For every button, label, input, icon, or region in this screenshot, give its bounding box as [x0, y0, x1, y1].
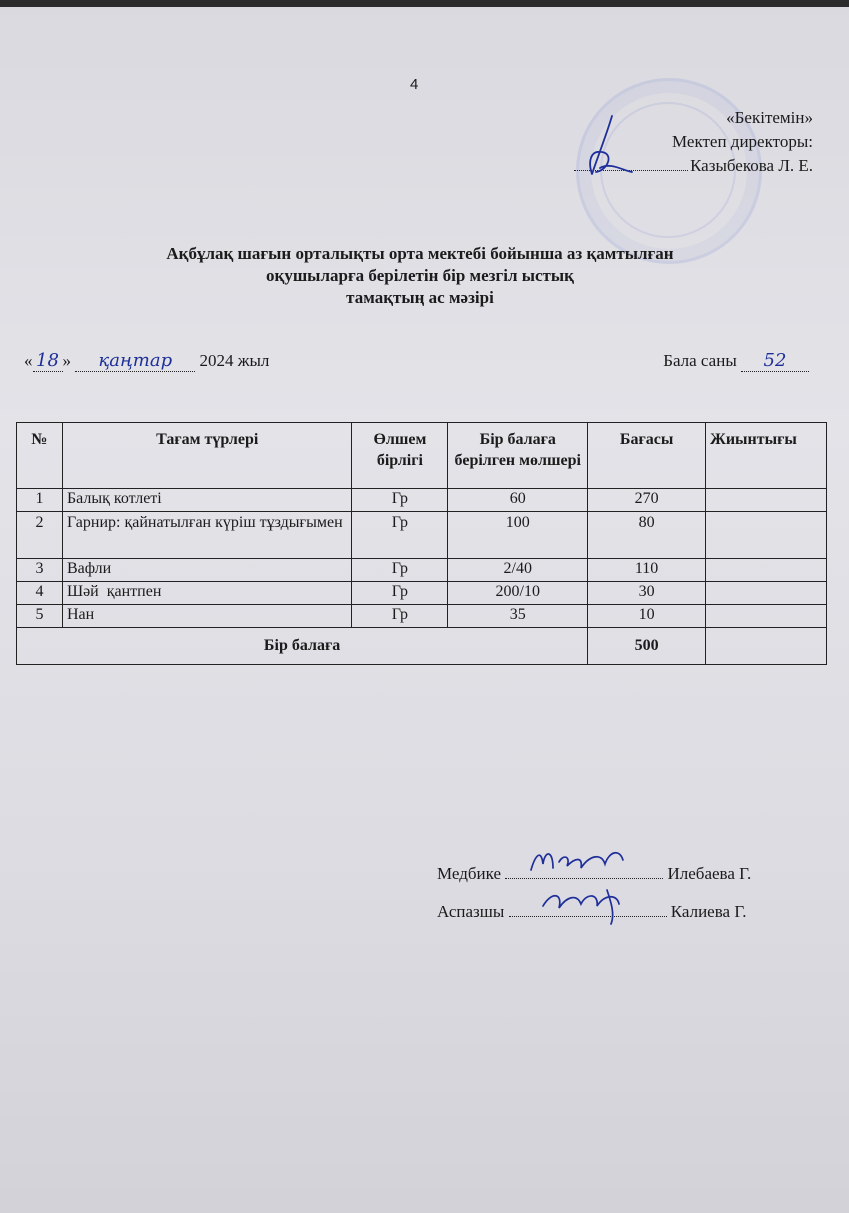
row-dish: Балық котлеті — [62, 489, 352, 512]
title-line-1: Ақбұлақ шағын орталықты орта мектебі бойынша аз қамтылған — [166, 244, 674, 263]
row-price: 80 — [588, 512, 706, 559]
row-amount: 35 — [448, 605, 588, 628]
footer-label: Бір балаға — [17, 628, 588, 665]
row-number: 5 — [17, 605, 63, 628]
nurse-name: Илебаева Г. — [667, 864, 752, 883]
footer-price: 500 — [588, 628, 706, 665]
row-unit: Гр — [352, 605, 448, 628]
table-footer-row — [17, 628, 827, 665]
row-number: 2 — [17, 512, 63, 559]
date-line — [24, 350, 269, 372]
cook-signature-line — [437, 898, 746, 922]
header-price: Бағасы — [588, 423, 706, 489]
row-total — [706, 512, 827, 559]
row-price: 110 — [588, 559, 706, 582]
menu-table — [16, 422, 827, 665]
nurse-signature — [523, 842, 633, 882]
row-number: 4 — [17, 582, 63, 605]
row-total — [706, 489, 827, 512]
approval-role: Мектеп директоры: — [672, 132, 813, 151]
title-line-2: оқушыларға берілетін бір мезгіл ыстық — [266, 266, 574, 285]
date-year: 2024 жыл — [199, 351, 270, 370]
header-dish: Тағам түрлері — [62, 423, 352, 489]
row-total — [706, 559, 827, 582]
photo-top-edge — [0, 0, 849, 7]
row-dish: Шәй қантпен — [62, 582, 352, 605]
cook-signature — [537, 882, 647, 928]
cook-name: Калиева Г. — [670, 902, 747, 921]
director-name: Казыбекова Л. Е. — [690, 156, 813, 175]
row-amount: 2/40 — [448, 559, 588, 582]
row-unit: Гр — [352, 582, 448, 605]
children-count-label: Бала саны — [663, 351, 737, 370]
header-amount: Бір балаға берілген мөлшері — [448, 423, 588, 489]
table-row — [17, 489, 827, 512]
children-count-line — [663, 350, 809, 372]
title-line-3: тамақтың ас мәзірі — [346, 288, 494, 307]
date-month: қаңтар — [75, 350, 195, 372]
row-unit: Гр — [352, 489, 448, 512]
cook-signature-blank — [509, 898, 667, 917]
nurse-signature-blank — [505, 860, 663, 879]
nurse-signature-line — [437, 860, 751, 884]
nurse-role: Медбике — [437, 864, 501, 883]
row-dish: Гарнир: қайнатылған күріш тұздығымен — [62, 512, 352, 559]
table-row — [17, 559, 827, 582]
row-total — [706, 605, 827, 628]
row-total — [706, 582, 827, 605]
footer-total — [706, 628, 827, 665]
table-row — [17, 582, 827, 605]
approval-heading: «Бекітемін» — [726, 108, 813, 127]
table-row — [17, 605, 827, 628]
document-title — [60, 243, 780, 309]
date-open-quote: « — [24, 351, 33, 370]
header-unit: Өлшем бірлігі — [352, 423, 448, 489]
row-unit: Гр — [352, 559, 448, 582]
row-unit: Гр — [352, 512, 448, 559]
row-price: 270 — [588, 489, 706, 512]
date-day: 18 — [33, 350, 63, 372]
row-price: 10 — [588, 605, 706, 628]
header-number: № — [17, 423, 63, 489]
row-number: 3 — [17, 559, 63, 582]
cook-role: Аспазшы — [437, 902, 505, 921]
row-dish: Вафли — [62, 559, 352, 582]
page-number: 4 — [410, 76, 419, 93]
table-row — [17, 512, 827, 559]
table-header-row — [17, 423, 827, 489]
director-signature — [570, 112, 640, 182]
row-amount: 60 — [448, 489, 588, 512]
row-dish: Нан — [62, 605, 352, 628]
row-amount: 200/10 — [448, 582, 588, 605]
date-close-quote: » — [62, 351, 71, 370]
header-total: Жиынтығы — [706, 423, 827, 489]
row-number: 1 — [17, 489, 63, 512]
children-count-value: 52 — [741, 350, 809, 372]
row-amount: 100 — [448, 512, 588, 559]
row-price: 30 — [588, 582, 706, 605]
